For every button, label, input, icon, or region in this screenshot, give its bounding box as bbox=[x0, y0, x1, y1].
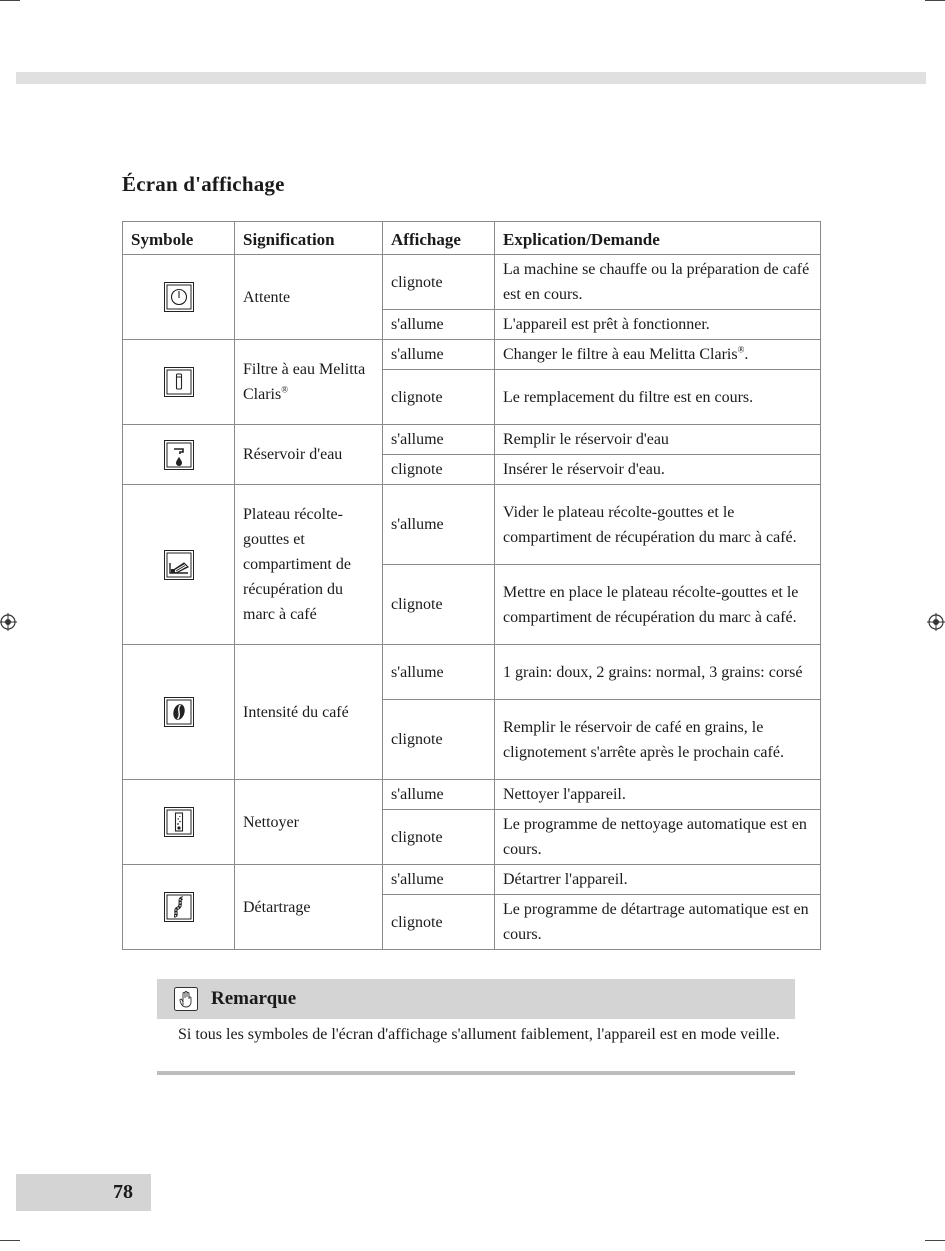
meaning-cell bbox=[235, 340, 383, 425]
coffee-bean-icon bbox=[164, 697, 194, 727]
explanation-cell: Le remplacement du filtre est en cours. bbox=[495, 370, 821, 425]
remark-divider bbox=[157, 1071, 795, 1075]
remark-header bbox=[157, 979, 795, 1019]
table-row bbox=[123, 425, 821, 455]
symbol-cell bbox=[123, 425, 235, 485]
table-row bbox=[123, 780, 821, 810]
symbol-cell bbox=[123, 485, 235, 645]
display-cell: s'allume bbox=[383, 780, 495, 810]
symbol-cell bbox=[123, 780, 235, 865]
crop-mark bbox=[0, 0, 20, 1]
symbol-cell bbox=[123, 340, 235, 425]
registered-mark: ® bbox=[737, 344, 745, 355]
display-cell: clignote bbox=[383, 255, 495, 310]
display-cell: s'allume bbox=[383, 865, 495, 895]
remark-title: Remarque bbox=[211, 988, 297, 1009]
meaning-cell: Détartrage bbox=[235, 865, 383, 950]
standby-power-icon bbox=[164, 282, 194, 312]
column-header-symbol: Symbole bbox=[123, 222, 235, 255]
explanation-cell: Le programme de nettoyage automatique est en cours. bbox=[495, 810, 821, 865]
display-cell: clignote bbox=[383, 565, 495, 645]
display-cell: clignote bbox=[383, 810, 495, 865]
registration-mark-icon bbox=[927, 613, 945, 631]
explanation-cell bbox=[495, 340, 821, 370]
page-number: 78 bbox=[113, 1181, 133, 1203]
registration-mark-icon bbox=[0, 613, 17, 631]
explanation-cell: L'appareil est prêt à fonctionner. bbox=[495, 310, 821, 340]
crop-mark bbox=[0, 1240, 20, 1241]
drip-tray-icon bbox=[164, 550, 194, 580]
explanation-cell: Remplir le réservoir de café en grains, le clignotement s'arrête après le prochain café. bbox=[495, 700, 821, 780]
explanation-cell: La machine se chauffe ou la préparation de café est en cours. bbox=[495, 255, 821, 310]
symbol-cell bbox=[123, 645, 235, 780]
display-cell: s'allume bbox=[383, 485, 495, 565]
display-cell: s'allume bbox=[383, 645, 495, 700]
explanation-cell: Nettoyer l'appareil. bbox=[495, 780, 821, 810]
explanation-tail: . bbox=[744, 346, 749, 363]
descaling-icon bbox=[164, 892, 194, 922]
registered-mark: ® bbox=[281, 384, 289, 395]
water-filter-icon bbox=[164, 367, 194, 397]
column-header-meaning: Signification bbox=[235, 222, 383, 255]
column-header-explanation: Explication/Demande bbox=[495, 222, 821, 255]
header-bar bbox=[16, 72, 926, 84]
symbol-cell bbox=[123, 865, 235, 950]
display-cell: clignote bbox=[383, 895, 495, 950]
water-tank-icon bbox=[164, 440, 194, 470]
meaning-cell: Plateau récolte-gouttes et compartiment de récupération du marc à café bbox=[235, 485, 383, 645]
meaning-cell: Nettoyer bbox=[235, 780, 383, 865]
display-cell: s'allume bbox=[383, 310, 495, 340]
display-cell: s'allume bbox=[383, 340, 495, 370]
explanation-cell: Le programme de détartrage automatique est en cours. bbox=[495, 895, 821, 950]
display-cell: clignote bbox=[383, 455, 495, 485]
display-cell: clignote bbox=[383, 700, 495, 780]
hand-note-icon bbox=[174, 987, 198, 1011]
crop-mark bbox=[925, 0, 945, 1]
cleaning-icon bbox=[164, 807, 194, 837]
table-row bbox=[123, 485, 821, 565]
explanation-cell: Insérer le réservoir d'eau. bbox=[495, 455, 821, 485]
meaning-cell: Réservoir d'eau bbox=[235, 425, 383, 485]
explanation-cell: 1 grain: doux, 2 grains: normal, 3 grains: corsé bbox=[495, 645, 821, 700]
table-header-row bbox=[123, 222, 821, 255]
page-title: Écran d'affichage bbox=[122, 172, 285, 196]
explanation-cell: Vider le plateau récolte-gouttes et le compartiment de récupération du marc à café. bbox=[495, 485, 821, 565]
meaning-cell: Intensité du café bbox=[235, 645, 383, 780]
display-cell: s'allume bbox=[383, 425, 495, 455]
explanation-cell: Mettre en place le plateau récolte-gouttes et le compartiment de récupération du marc à café. bbox=[495, 565, 821, 645]
column-header-display: Affichage bbox=[383, 222, 495, 255]
meaning-cell: Attente bbox=[235, 255, 383, 340]
crop-mark bbox=[925, 1240, 945, 1241]
page-number-box bbox=[16, 1174, 151, 1211]
display-symbols-table bbox=[122, 221, 821, 950]
display-cell: clignote bbox=[383, 370, 495, 425]
table-row bbox=[123, 645, 821, 700]
table-row bbox=[123, 865, 821, 895]
table-row bbox=[123, 255, 821, 310]
remark-text: Si tous les symboles de l'écran d'affichage s'allument faiblement, l'appareil est en mode veille. bbox=[178, 1026, 780, 1043]
explanation-cell: Remplir le réservoir d'eau bbox=[495, 425, 821, 455]
symbol-cell bbox=[123, 255, 235, 340]
table-row bbox=[123, 340, 821, 370]
meaning-text: Filtre à eau Melitta Claris bbox=[243, 361, 366, 403]
explanation-text: Changer le filtre à eau Melitta Claris bbox=[503, 346, 738, 363]
explanation-cell: Détartrer l'appareil. bbox=[495, 865, 821, 895]
